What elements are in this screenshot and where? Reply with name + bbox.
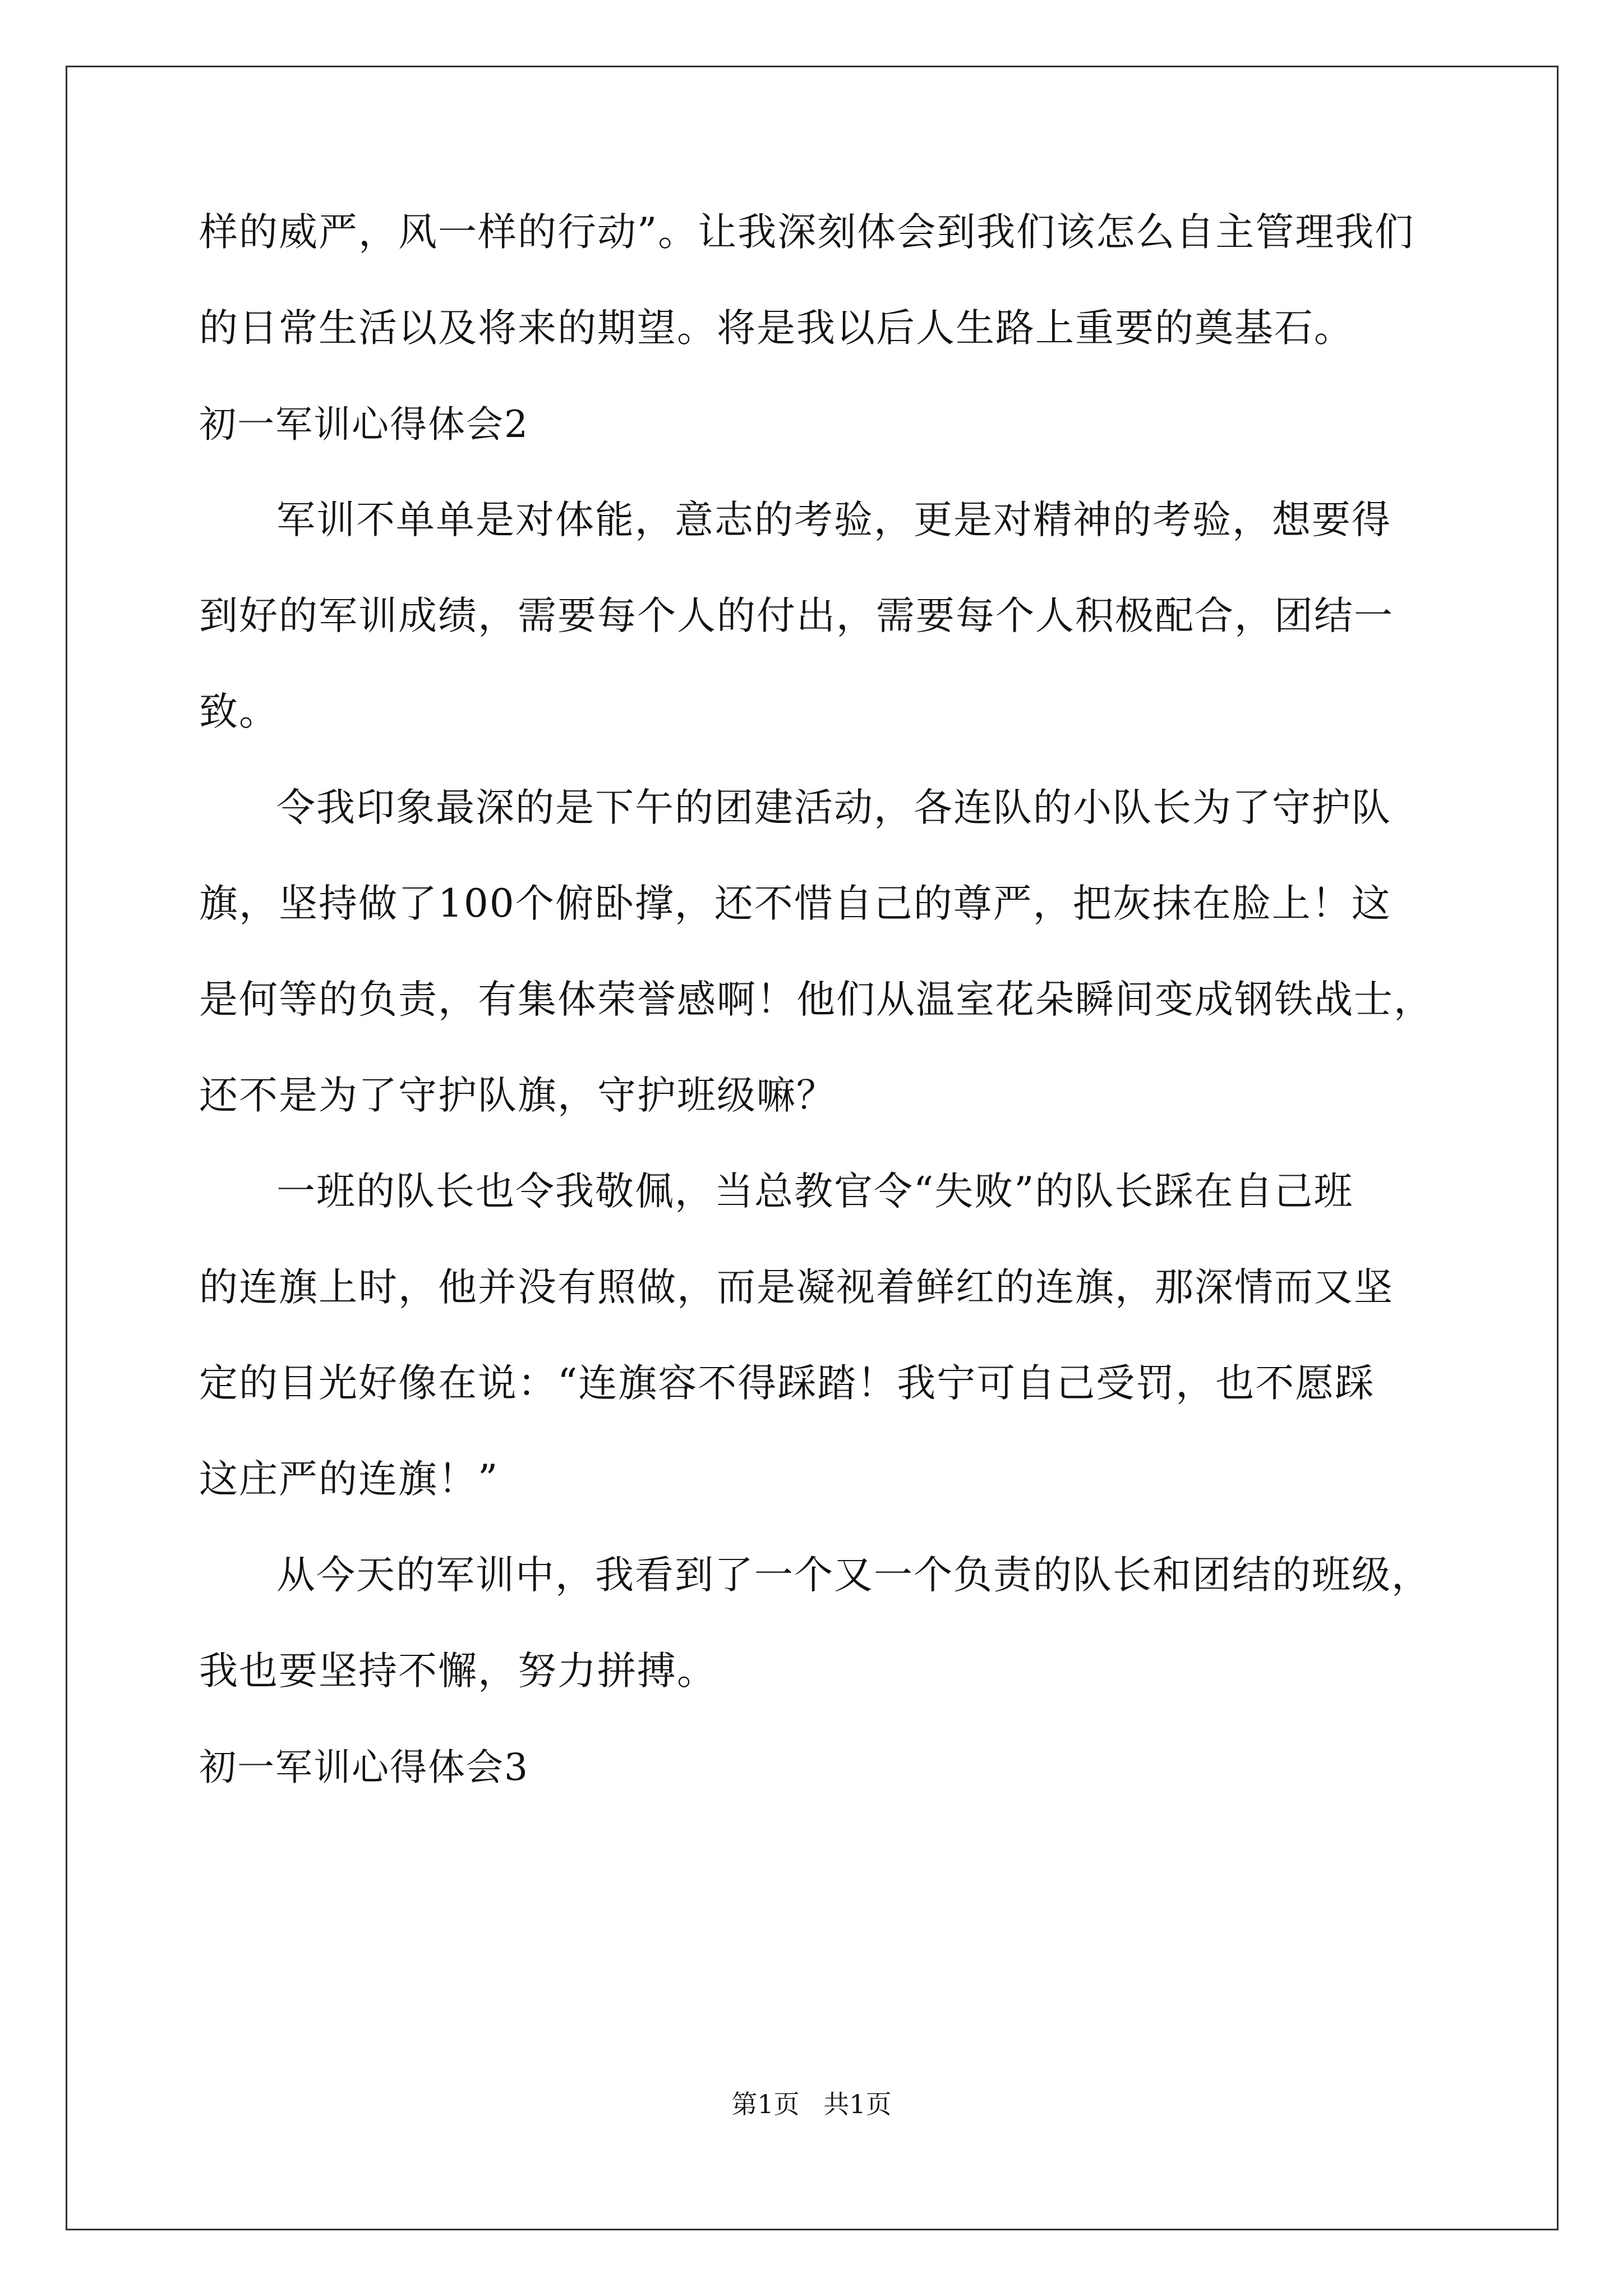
paragraph-line: 还不是为了守护队旗，守护班级嘛？ <box>199 1073 836 1118</box>
document-body <box>199 210 1433 1844</box>
paragraph-line: 到好的军训成绩，需要每个人的付出，需要每个人积极配合，团结一 <box>199 593 1394 638</box>
page-total: 共1页 <box>823 2089 892 2119</box>
page-footer <box>0 2091 1623 2117</box>
section-heading: 初一军训心得体会3 <box>199 1746 529 1789</box>
paragraph-line: 是何等的负责，有集体荣誉感啊！他们从温室花朵瞬间变成钢铁战士， <box>199 977 1433 1022</box>
paragraph-line: 这庄严的连旗！” <box>199 1457 499 1502</box>
paragraph-line: 军训不单单是对体能，意志的考验，更是对精神的考验，想要得 <box>276 498 1391 542</box>
page-number: 第1页 <box>731 2089 800 2119</box>
paragraph-line: 从今天的军训中，我看到了一个又一个负责的队长和团结的班级， <box>276 1553 1431 1598</box>
paragraph-line: 一班的队长也令我敬佩，当总教官令“失败”的队长踩在自己班 <box>276 1169 1354 1214</box>
paragraph-line: 样的威严，风一样的行动”。让我深刻体会到我们该怎么自主管理我们 <box>199 210 1415 255</box>
paragraph-line: 定的目光好像在说：“连旗容不得踩踏！我宁可自己受罚，也不愿踩 <box>199 1361 1375 1406</box>
paragraph-line: 的连旗上时，他并没有照做，而是凝视着鲜红的连旗，那深情而又坚 <box>199 1265 1394 1310</box>
paragraph-line: 的日常生活以及将来的期望。将是我以后人生路上重要的奠基石。 <box>199 306 1354 351</box>
paragraph-line: 令我印象最深的是下午的团建活动，各连队的小队长为了守护队 <box>276 785 1391 830</box>
paragraph-line: 我也要坚持不懈，努力拼搏。 <box>199 1649 717 1694</box>
paragraph-line: 旗，坚持做了100个俯卧撑，还不惜自己的尊严，把灰抹在脸上！这 <box>199 881 1391 926</box>
paragraph-line: 致。 <box>199 689 279 734</box>
section-heading: 初一军训心得体会2 <box>199 403 529 446</box>
